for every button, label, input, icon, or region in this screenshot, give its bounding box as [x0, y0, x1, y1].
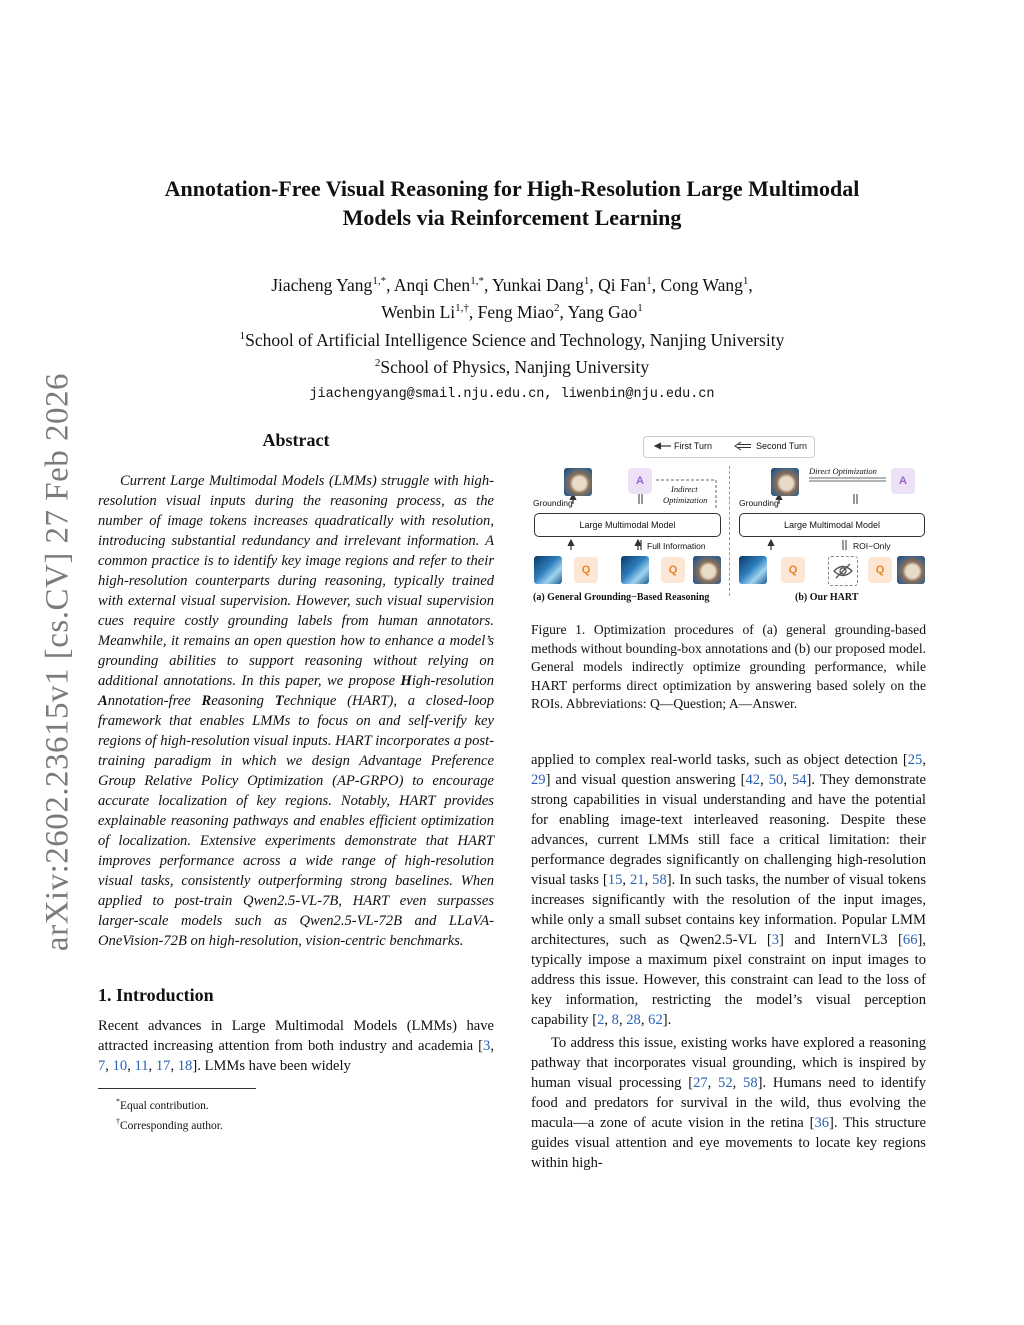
- optimization-label: Optimization: [663, 495, 708, 505]
- cropped-cat-a2: [693, 556, 721, 584]
- citation-link[interactable]: 18: [177, 1058, 193, 1074]
- citation-link[interactable]: 29: [531, 772, 546, 788]
- author-line-1: Jiacheng Yang$^{1,*}$, Anqi Chen$^{1,*}$, Yunkai Dang$^1$, Qi Fan$^1$, Cong Wang$^1$,: [271, 274, 753, 295]
- abstract-text: Current Large Multimodal Models (LMMs) struggle with high-resolution visual inputs during the reasoning process, as the number of image tokens increases quadratically with resolution, introducing substantial redundancy and irrelevant information. A common practice is to identify key image regions and refer to their high-resolution counterparts during reasoning, typically trained with external visual supervision. However, such visual supervision cues require costly grounding labels from human annotators. Meanwhile, it remains an open question how to enhance a model’s grounding abilities to support reasoning without relying on additional annotations. In this paper, we propose High-resolution Annotation-free Reasoning Technique (HART), a closed-loop framework that enables LMMs to focus on and self-verify key regions of high-resolution visual inputs. HART incorporates a post-training paradigm in which we design Advantage Preference Group Relative Policy Optimization (AP-GRPO) to encourage accurate localization of key regions. Notably, HART provides explainable reasoning pathways and enables efficient optimization of localization. Extensive experiments demonstrate that HART improves performance across a wide range of high-resolution visual tasks, consistently outperforming strong baselines. When applied to post-train Qwen2.5-VL-7B, HART even surpasses larger-scale models such as Qwen2.5-VL-72B and LLaVA-OneVision-72B on high-resolution, vision-centric benchmarks.: [98, 473, 494, 949]
- title-line-2: Models via Reinforcement Learning: [342, 205, 682, 230]
- right-paragraph-2: To address this issue, existing works have explored a reasoning pathway that incorporates visual grounding, which is inspired by human visual processing [27, 52, 58]. Humans need to identify food and predators for survival in the wild, thus evolving the macula—a zone of acute vision in the retina [36]. This structure guides visual attention and eye movements to locate key regions within high-: [531, 1035, 927, 1171]
- direct-optimization-label: Direct Optimization: [809, 466, 877, 476]
- input-image-a: [534, 556, 562, 584]
- author-name: Yang Gao: [567, 302, 638, 323]
- figure-caption: Figure 1. Optimization procedures of (a) general grounding-based methods without bounding-box annotations and (b) our proposed model. General models indirectly optimize grounding performance, while HART performs direct optimization by answering based solely on the ROIs. Abbreviations: Q—Question; A—Answer.: [531, 622, 926, 711]
- author-emails[interactable]: jiachengyang@smail.nju.edu.cn, liwenbin@nju.edu.cn: [309, 387, 715, 403]
- citation-link[interactable]: 15: [607, 872, 623, 888]
- citation-link[interactable]: 10: [112, 1058, 128, 1074]
- paper-title: [100, 174, 924, 232]
- legend-second-turn: Second Turn: [756, 441, 808, 451]
- author-line-2: Wenbin $Li^{1,\dagger}$, Feng Miao$^2$, Yang Gao$^1$: [381, 302, 643, 323]
- author-name: Jiacheng Yang: [271, 274, 373, 295]
- footnote-rule: [98, 1088, 256, 1089]
- answer-box-b: A: [891, 468, 915, 494]
- author-name: Cong Wang: [660, 274, 743, 295]
- author-name: Wenbin Li: [381, 302, 456, 323]
- figure-1: [531, 432, 926, 612]
- question-box-a: Q: [574, 557, 598, 583]
- citation-link[interactable]: 28: [626, 1012, 641, 1028]
- author-name: Yunkai Dang: [492, 274, 584, 295]
- citation-link[interactable]: 36: [814, 1115, 830, 1131]
- citation-link[interactable]: 3: [483, 1038, 491, 1054]
- right-column: [531, 750, 926, 1173]
- author-name: Qi Fan: [598, 274, 647, 295]
- footnotes: [98, 1094, 494, 1134]
- citation-link[interactable]: 42: [745, 772, 761, 788]
- author-block: [100, 270, 924, 407]
- citation-link[interactable]: 7: [98, 1058, 106, 1074]
- left-column: [98, 430, 494, 1134]
- arxiv-identifier: arXiv:2602.23615v1 [cs.CV] 27 Feb 2026: [39, 372, 76, 952]
- citation-link[interactable]: 58: [652, 872, 667, 888]
- figure-divider: [729, 466, 730, 596]
- input-image-b: [739, 556, 767, 584]
- citation-link[interactable]: 3: [771, 932, 780, 948]
- figure-legend: [643, 436, 815, 458]
- subcaption-b: (b) Our HART: [795, 592, 859, 603]
- citation-link[interactable]: 25: [907, 752, 923, 768]
- intro-paragraph: Recent advances in Large Multimodal Models (LMMs) have attracted increasing attention from both industry and academia [3, 7, 10, 11, 17, 18]. LMMs have been widely: [98, 1018, 494, 1074]
- question-box-b2: Q: [868, 557, 892, 583]
- author-name: Anqi Chen: [393, 274, 471, 295]
- cropped-cat-b2: [897, 556, 925, 584]
- citation-link[interactable]: 54: [791, 772, 807, 788]
- citation-link[interactable]: 27: [693, 1075, 708, 1091]
- input-image-a2: [621, 556, 649, 584]
- affiliation-2: $^2$School of Physics, Nanjing University: [374, 356, 650, 377]
- citation-link[interactable]: 52: [718, 1075, 733, 1091]
- citation-link[interactable]: 21: [629, 872, 645, 888]
- citation-link[interactable]: 50: [768, 772, 784, 788]
- footnote-equal: *Equal contribution.: [116, 1097, 209, 1112]
- indirect-label: Indirect: [671, 484, 698, 494]
- lmm-box-b: Large Multimodal Model: [739, 513, 925, 537]
- cropped-cat-image-b: [771, 468, 799, 496]
- citation-link[interactable]: 58: [743, 1075, 758, 1091]
- question-box-a2: Q: [661, 557, 685, 583]
- subcaption-a: (a) General Grounding−Based Reasoning: [533, 592, 710, 603]
- author-name: Feng Miao: [477, 302, 554, 323]
- grounding-label-b: Grounding: [739, 498, 779, 508]
- question-box-b: Q: [781, 557, 805, 583]
- grounding-label: Grounding: [533, 498, 573, 508]
- legend-first-turn: First Turn: [674, 441, 713, 451]
- abstract-heading: Abstract: [262, 430, 330, 450]
- answer-box: A: [628, 468, 652, 494]
- citation-link[interactable]: 11: [134, 1058, 149, 1074]
- title-line-1: Annotation-Free Visual Reasoning for High-Resolution Large Multimodal: [164, 176, 860, 201]
- citation-link[interactable]: 8: [611, 1012, 619, 1028]
- cropped-cat-image: [564, 468, 592, 496]
- right-paragraph-1: applied to complex real-world tasks, such as object detection [25, 29] and visual question answering [42, 50, 54]. They demonstrate strong capabilities in visual understanding and have the potential for enabling image-text interleaved reasoning. Despite these advances, current LMMs still face a critical limitation: their performance degrades significantly on challenging high-resolution visual tasks [15, 21, 58]. In such tasks, the number of visual tokens increases significantly with the resolution of the input images, while only a small subset contains key information. Popular LMM architectures, such as Qwen2.5-VL [3] and InternVL3 [66], typically impose a maximum pixel constraint on input images to address this issue. However, this constraint can lead to the loss of key information, restricting the model’s visual perception capability [2, 8, 28, 62].: [531, 752, 927, 1028]
- footnote-corresponding: †Corresponding author.: [116, 1116, 223, 1132]
- full-information-label: Full Information: [647, 541, 706, 551]
- citation-link[interactable]: 62: [648, 1012, 663, 1028]
- lmm-box-a: Large Multimodal Model: [534, 513, 721, 537]
- citation-link[interactable]: 2: [597, 1012, 605, 1028]
- hidden-eye-icon: [828, 556, 858, 586]
- roi-only-label: ROI−Only: [853, 541, 891, 551]
- citation-link[interactable]: 66: [902, 932, 918, 948]
- section-heading-introduction: 1. Introduction: [98, 985, 214, 1005]
- citation-link[interactable]: 17: [155, 1058, 171, 1074]
- affiliation-1: $^1$School of Artificial Intelligence Science and Technology, Nanjing University: [239, 329, 785, 350]
